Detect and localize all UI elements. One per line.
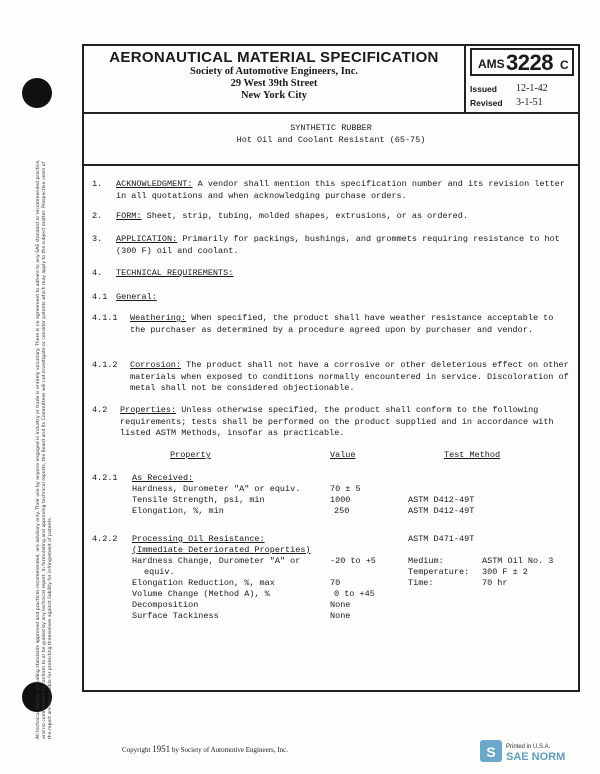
logo-wordmark: SAE NORM <box>506 751 566 763</box>
header-divider <box>84 112 578 114</box>
section-4-2-1-number: 4.2.1 <box>92 473 118 483</box>
col-header-value: Value <box>330 450 356 460</box>
table-row: Hardness Change, Durometer "A" or <box>132 556 301 566</box>
ams-number: 3228 <box>506 50 553 75</box>
section-4-1-2-number: 4.1.2 <box>92 360 118 370</box>
section-1-number: 1. <box>92 179 103 189</box>
table-cell-value: 0 to +45 <box>334 589 375 599</box>
section-4-1-2 <box>130 360 570 395</box>
society-address: 29 West 39th Street <box>230 78 318 89</box>
table-row: Elongation, %, min <box>132 506 224 516</box>
material-title <box>84 122 578 146</box>
section-1-text: A vendor shall mention this specification number and its revision letter in all quotations and when acknowledging purchase orders. <box>116 179 565 201</box>
section-4-2-1-heading: As Received: <box>132 473 194 483</box>
society-name: Society of Automotive Engineers, Inc. <box>190 66 358 77</box>
section-4-1-1-number: 4.1.1 <box>92 313 118 323</box>
section-3 <box>116 234 570 257</box>
table-cell-method: ASTM D412-49T <box>408 506 475 516</box>
condition-medium: ASTM Oil No. 3 <box>482 556 554 566</box>
spec-title: AERONAUTICAL MATERIAL SPECIFICATION <box>109 49 439 66</box>
condition-medium-label: Medium: <box>408 556 444 566</box>
printed-stamp: Printed in U.S.A. <box>506 744 551 750</box>
issued-date: 12-1-42 <box>516 83 548 94</box>
condition-time: 70 hr <box>482 578 508 588</box>
section-3-number: 3. <box>92 234 103 244</box>
table-cell-value: -20 to +5 <box>330 556 376 566</box>
revised-label: Revised <box>470 98 503 108</box>
table-cell-value: 70 ± 5 <box>330 484 361 494</box>
binder-hole-top <box>22 78 52 108</box>
material-name: SYNTHETIC RUBBER <box>290 123 372 133</box>
section-4-1-1-text: When specified, the product shall have weather resistance acceptable to the purchaser as determined by a procedure agreed upon by purchaser and vendor. <box>130 313 554 335</box>
condition-time-label: Time: <box>408 578 434 588</box>
sae-norm-logo <box>478 738 598 768</box>
section-4-2 <box>120 405 570 440</box>
table-row: Surface Tackiness <box>132 611 219 621</box>
section-1-heading: ACKNOWLEDGMENT: <box>116 179 193 189</box>
copyright-holder: by Society of Automotive Engineers, Inc. <box>171 746 288 754</box>
section-4-2-heading: Properties: <box>120 405 177 415</box>
copyright-year: 1951 <box>152 744 171 754</box>
table-row-continued: equiv. <box>144 567 175 577</box>
section-4-1-heading: General: <box>116 292 157 302</box>
section-4-2-text: Unless otherwise specified, the product shall conform to the following requirements; tests shall be performed on the product supplied and in accordance with listed ASTM Methods, insofar as practicable. <box>120 405 554 438</box>
header-block <box>84 46 466 112</box>
section-4-2-number: 4.2 <box>92 405 108 415</box>
col-header-method: Test Method <box>444 450 501 460</box>
table-row: Decomposition <box>132 600 199 610</box>
copyright-line <box>122 744 288 754</box>
section-2-number: 2. <box>92 211 103 221</box>
section-1 <box>116 179 570 202</box>
section-2-text: Sheet, strip, tubing, molded shapes, extrusions, or as ordered. <box>146 211 468 221</box>
table-cell-value: 1000 <box>330 495 351 505</box>
col-header-property: Property <box>170 450 211 460</box>
ams-prefix: AMS <box>478 57 505 71</box>
table-row: Volume Change (Method A), % <box>132 589 270 599</box>
table-cell-value: 250 <box>334 506 350 516</box>
ams-revision: C <box>560 58 569 72</box>
side-disclaimer: All technical reports, including standards approved and practices recommended, are advisory only. Their use by anyone engaged in industry or trade is entirely voluntary. There is no agreement to adhere to any SAE standard or recommended practice, and no commitment to conform to or be guided by any technical report. In formulating and approving technical reports, the Board and its Committees will not investigate or consider patents which may apply to the subject matter. Prospective users of the report are responsible for protecting themselves against liability for infringement of patents. <box>36 159 53 739</box>
spec-id-block <box>466 46 578 112</box>
section-4-2-2-method: ASTM D471-49T <box>408 534 475 544</box>
revised-row <box>470 97 543 108</box>
copyright-label: Copyright <box>122 746 151 754</box>
section-4-heading: TECHNICAL REQUIREMENTS: <box>116 268 234 278</box>
section-2 <box>116 211 570 223</box>
table-cell-value: None <box>330 600 351 610</box>
society-city: New York City <box>240 90 308 101</box>
revised-date: 3-1-51 <box>516 97 543 108</box>
section-4-number: 4. <box>92 268 103 278</box>
ams-number-box <box>470 48 574 76</box>
issued-row <box>470 83 548 94</box>
section-4-1-1-heading: Weathering: <box>130 313 187 323</box>
section-4-1-number: 4.1 <box>92 292 108 302</box>
section-2-heading: FORM: <box>116 211 142 221</box>
table-row: Elongation Reduction, %, max <box>132 578 275 588</box>
logo-letter: S <box>486 744 496 760</box>
condition-temp: 300 F ± 2 <box>482 567 528 577</box>
section-4-1-1 <box>130 313 570 336</box>
section-4-2-2-heading: Processing Oil Resistance: <box>132 534 265 544</box>
section-4-1-2-text: The product shall not have a corrosive or other deleterious effect on other materials when exposed to conditions normally encountered in service. Discoloration of metal shall not be considered objectionable. <box>130 360 569 393</box>
table-cell-method: ASTM D412-49T <box>408 495 475 505</box>
table-cell-value: None <box>330 611 351 621</box>
material-subtitle: Hot Oil and Coolant Resistant (65-75) <box>236 135 426 145</box>
section-4-1-2-heading: Corrosion: <box>130 360 182 370</box>
section-3-text: Primarily for packings, bushings, and grommets requiring resistance to hot (300 F) oil and coolant. <box>116 234 560 256</box>
table-row: Hardness, Durometer "A" or equiv. <box>132 484 301 494</box>
table-row: Tensile Strength, psi, min <box>132 495 265 505</box>
section-4-2-2-subheading: (Immediate Deteriorated Properties) <box>132 545 311 555</box>
issued-label: Issued <box>470 84 497 94</box>
table-cell-value: 70 <box>330 578 341 588</box>
title-divider <box>84 164 578 166</box>
section-4-2-2-number: 4.2.2 <box>92 534 118 544</box>
condition-temp-label: Temperature: <box>408 567 470 577</box>
section-3-heading: APPLICATION: <box>116 234 178 244</box>
